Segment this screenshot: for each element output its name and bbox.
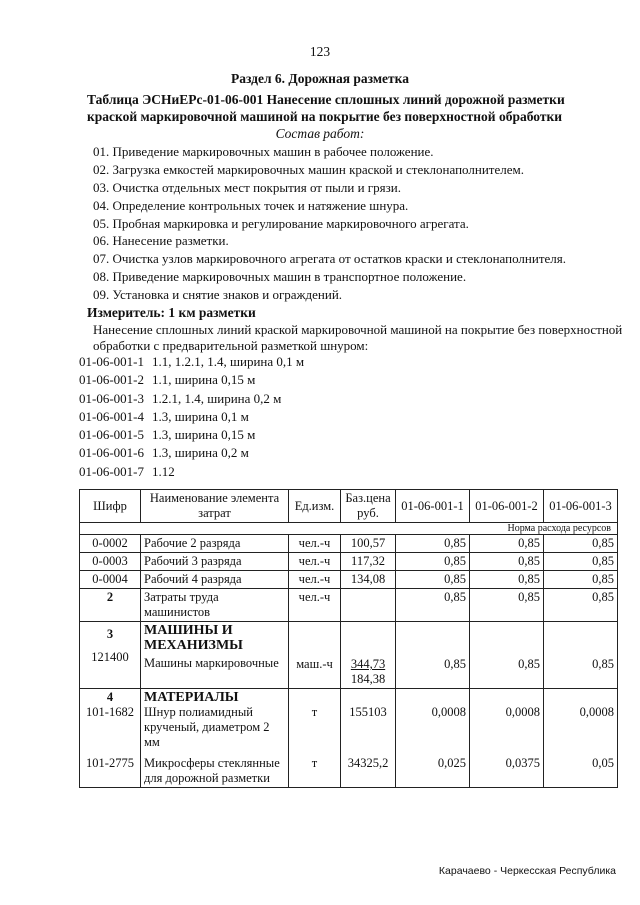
table-title: Таблица ЭСНиЕРс-01-06-001 Нанесение сплошных линий дорожной разметки краской маркировочной машиной на покрытие без поверхностной обработки <box>87 92 565 124</box>
cell-value: 0,85 <box>592 657 614 671</box>
cell-value: 0,85 <box>470 553 544 571</box>
code-id: 01-06-001-3 <box>79 390 144 406</box>
cell-code: 0-0003 <box>80 553 141 571</box>
code-text: 1.12 <box>152 463 175 479</box>
table-row <box>80 535 618 553</box>
cell-unit: т <box>311 756 318 770</box>
work-item: 08. Приведение маркировочных машин в транспортное положение. <box>93 269 467 285</box>
header-price: Баз.цена руб. <box>341 490 396 523</box>
cell-value: 0,85 <box>396 589 470 622</box>
cell-name: Микросферы стеклянные для дорожной разметки <box>144 756 280 785</box>
work-item: 04. Определение контрольных точек и натяжение шнура. <box>93 197 409 213</box>
measurer: Измеритель: 1 км разметки <box>87 305 256 320</box>
cell-value: 0,025 <box>437 756 466 770</box>
cell-price-secondary: 184,38 <box>350 672 386 686</box>
code-id: 01-06-001-5 <box>79 427 144 443</box>
code-item <box>79 390 304 408</box>
cell-name: Шнур полиамидный крученый, диаметром 2 мм <box>144 705 270 749</box>
code-item <box>79 353 304 371</box>
code-id: 01-06-001-7 <box>79 463 144 479</box>
footer-region: Карачаево - Черкесская Республика <box>438 865 616 877</box>
cell-unit: т <box>311 705 318 719</box>
cell-price: 117,32 <box>341 553 396 571</box>
cell-value: 0,0008 <box>579 705 614 719</box>
cell-value: 0,85 <box>544 535 618 553</box>
code-text: 1.3, ширина 0,2 м <box>152 445 249 461</box>
code-item <box>79 444 304 462</box>
header-code: Шифр <box>80 490 141 523</box>
cell-code: 2 <box>80 589 141 622</box>
cell-price: 34325,2 <box>347 756 389 770</box>
cell-name: Рабочий 3 разряда <box>141 553 289 571</box>
cell-value: 0,85 <box>518 657 540 671</box>
cell-price <box>341 589 396 622</box>
section-title: Раздел 6. Дорожная разметка <box>230 71 410 86</box>
table-header-row <box>80 490 618 523</box>
code-id: 01-06-001-6 <box>79 445 144 461</box>
header-col1: 01-06-001-1 <box>396 490 470 523</box>
group-row-materials <box>80 689 618 788</box>
norm-row <box>80 523 618 535</box>
cell-unit: чел.-ч <box>289 589 341 622</box>
cell-value: 0,85 <box>396 553 470 571</box>
code-id: 01-06-001-2 <box>79 372 144 388</box>
code-id: 01-06-001-1 <box>79 354 144 369</box>
cell-value: 0,85 <box>470 571 544 589</box>
header-name: Наименование элемента затрат <box>141 490 289 523</box>
cell-value: 0,85 <box>470 589 544 622</box>
code-text: 1.1, 1.2.1, 1.4, ширина 0,1 м <box>152 354 305 369</box>
cell-code: 0-0002 <box>80 535 141 553</box>
cell-value: 0,85 <box>444 657 466 671</box>
cell-unit: маш.-ч <box>296 657 333 671</box>
code-item <box>79 463 304 481</box>
code-item <box>79 426 304 444</box>
group-code: 3 <box>106 627 114 641</box>
cell-value: 0,85 <box>544 589 618 622</box>
page-number: 123 <box>309 44 331 59</box>
code-text: 1.2.1, 1.4, ширина 0,2 м <box>152 390 282 406</box>
norm-label: Норма расхода ресурсов <box>80 523 618 535</box>
cell-value: 0,0008 <box>505 705 540 719</box>
table-row <box>80 589 618 622</box>
cell-value: 0,0008 <box>431 705 466 719</box>
cell-price: 344,73 <box>350 657 386 671</box>
code-item <box>79 371 304 389</box>
cell-value: 0,85 <box>396 535 470 553</box>
cell-name: Затраты труда машинистов <box>141 589 289 622</box>
group-code: 4 <box>106 690 114 704</box>
cell-unit: чел.-ч <box>289 553 341 571</box>
work-item: 05. Пробная маркировка и регулирование маркировочного агрегата. <box>93 215 469 231</box>
works-list <box>93 143 566 304</box>
code-text: 1.3, ширина 0,1 м <box>152 408 249 424</box>
work-item: 01. Приведение маркировочных машин в рабочее положение. <box>93 144 434 159</box>
cell-price: 155103 <box>349 705 387 719</box>
group-name: МАШИНЫ И МЕХАНИЗМЫ <box>144 623 243 653</box>
cell-value: 0,05 <box>592 756 614 770</box>
cell-code: 121400 <box>91 650 129 664</box>
work-item: 03. Очистка отдельных мест покрытия от пыли и грязи. <box>93 179 401 195</box>
cell-code: 0-0004 <box>80 571 141 589</box>
header-col3: 01-06-001-3 <box>544 490 618 523</box>
codes-list <box>79 353 304 481</box>
cell-value: 0,85 <box>544 553 618 571</box>
resources-table <box>79 489 618 788</box>
work-item: 09. Установка и снятие знаков и ограждений. <box>93 287 343 303</box>
cell-value: 0,0375 <box>505 756 540 770</box>
cell-price: 100,57 <box>341 535 396 553</box>
composition-heading: Состав работ: <box>275 126 365 141</box>
cell-name: Рабочий 4 разряда <box>141 571 289 589</box>
cell-unit: чел.-ч <box>289 571 341 589</box>
table-row <box>80 571 618 589</box>
header-col2: 01-06-001-2 <box>470 490 544 523</box>
cell-code: 101-2775 <box>86 756 134 770</box>
cell-name: Рабочие 2 разряда <box>141 535 289 553</box>
cell-value: 0,85 <box>396 571 470 589</box>
cell-code: 101-1682 <box>86 705 134 719</box>
group-name: МАТЕРИАЛЫ <box>144 690 239 705</box>
code-item <box>79 408 304 426</box>
work-item: 06. Нанесение разметки. <box>93 233 229 249</box>
table-row <box>80 553 618 571</box>
cell-name: Машины маркировочные <box>144 656 279 670</box>
code-id: 01-06-001-4 <box>79 408 144 424</box>
work-item: 02. Загрузка емкостей маркировочных машин краской и стеклонаполнителем. <box>93 161 524 177</box>
code-text: 1.1, ширина 0,15 м <box>152 372 256 388</box>
code-text: 1.3, ширина 0,15 м <box>152 427 256 443</box>
cell-value: 0,85 <box>544 571 618 589</box>
group-row-machines <box>80 622 618 689</box>
description: Нанесение сплошных линий краской маркировочной машиной на покрытие без поверхностной обработки с предварительной разметкой шнуром: <box>93 322 623 353</box>
cell-price: 134,08 <box>341 571 396 589</box>
cell-unit: чел.-ч <box>289 535 341 553</box>
cell-value: 0,85 <box>470 535 544 553</box>
header-unit: Ед.изм. <box>289 490 341 523</box>
work-item: 07. Очистка узлов маркировочного агрегата от остатков краски и стеклонаполнителя. <box>93 251 567 267</box>
